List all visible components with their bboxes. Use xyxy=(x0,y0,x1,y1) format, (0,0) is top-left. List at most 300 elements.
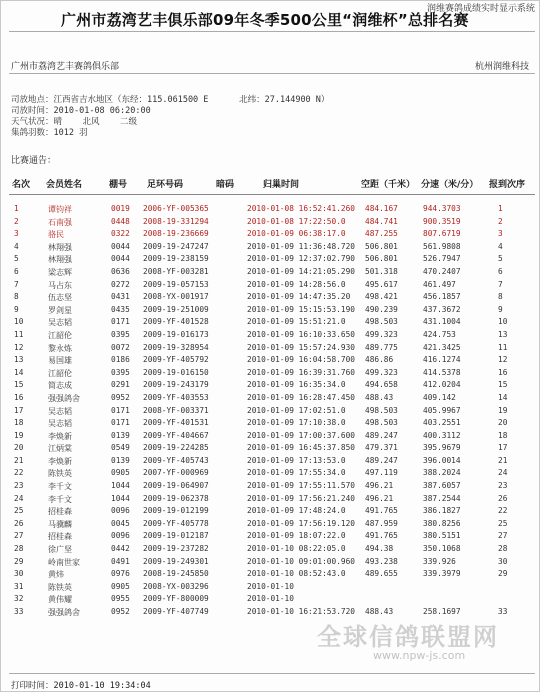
cell-speed: 561.9808 xyxy=(423,241,461,251)
cell-rank: 12 xyxy=(14,342,24,352)
cell-name: 招桂森 xyxy=(48,507,72,517)
cell-ring: 2009-YF-407749 xyxy=(143,607,209,616)
table-row xyxy=(1,443,540,456)
cell-ring: 2008-19-236669 xyxy=(143,229,209,239)
cell-time: 2010-01-09 17:55:11.570 xyxy=(247,481,355,491)
cell-ring: 2009-19-016173 xyxy=(143,329,209,339)
table-row xyxy=(1,217,540,230)
club-name: 广州市荔湾艺丰赛鸽俱乐部 xyxy=(11,62,120,72)
cell-dist: 486.86 xyxy=(365,355,394,365)
cell-shed: 0096 xyxy=(111,506,130,516)
table-row xyxy=(1,582,540,595)
cell-time: 2010-01-09 17:55:34.0 xyxy=(247,468,346,478)
cell-time: 2010-01-09 17:10:38.0 xyxy=(247,418,346,428)
cell-order: 23 xyxy=(498,481,508,491)
cell-dist: 484.741 xyxy=(365,216,398,226)
cell-order: 21 xyxy=(498,455,508,465)
cell-order: 13 xyxy=(498,329,508,339)
cell-rank: 20 xyxy=(14,443,24,453)
divider xyxy=(9,31,535,32)
cell-speed: 403.2551 xyxy=(423,418,461,428)
cell-shed: 0322 xyxy=(111,229,130,239)
cell-rank: 17 xyxy=(14,405,24,415)
cell-name: 易国雄 xyxy=(48,356,72,366)
cell-speed: 350.1068 xyxy=(423,544,461,554)
cell-ring: 2009-YF-405743 xyxy=(143,455,209,465)
cell-speed: 944.3703 xyxy=(423,204,461,213)
cell-dist: 494.658 xyxy=(365,380,398,390)
table-header xyxy=(1,177,540,191)
divider xyxy=(9,194,535,195)
cell-rank: 1 xyxy=(14,204,19,213)
cell-dist: 488.43 xyxy=(365,607,394,616)
cell-ring: 2009-19-016150 xyxy=(143,367,209,377)
col-speed: 分速（米/分） xyxy=(421,180,479,190)
cell-time: 2010-01-09 16:10:33.650 xyxy=(247,329,355,339)
cell-name: 简志成 xyxy=(48,381,72,391)
cell-rank: 23 xyxy=(14,481,24,491)
cell-rank: 7 xyxy=(14,279,19,289)
cell-time: 2010-01-10 xyxy=(247,581,294,591)
cell-time: 2010-01-10 08:22:05.0 xyxy=(247,544,346,554)
cell-time: 2010-01-09 14:28:56.0 xyxy=(247,279,346,289)
cell-order: 3 xyxy=(498,229,503,239)
cell-dist: 491.765 xyxy=(365,531,398,541)
table-row xyxy=(1,431,540,444)
cell-dist: 489.775 xyxy=(365,342,398,352)
cell-speed: 414.5378 xyxy=(423,367,461,377)
cell-name: 陈铁英 xyxy=(48,469,72,479)
cell-ring: 2009-19-224285 xyxy=(143,443,209,453)
cell-rank: 8 xyxy=(14,292,19,302)
cell-rank: 25 xyxy=(14,506,24,516)
cell-ring: 2009-YF-405792 xyxy=(143,355,209,365)
cell-name: 谭钧祥 xyxy=(48,205,72,214)
results-table xyxy=(1,204,540,620)
cell-rank: 13 xyxy=(14,355,24,365)
cell-speed: 380.8256 xyxy=(423,518,461,528)
cell-rank: 29 xyxy=(14,556,24,566)
table-row xyxy=(1,343,540,356)
bird-count: 集鸽羽数：1012 羽 xyxy=(11,128,88,138)
cell-time: 2010-01-09 14:21:05.290 xyxy=(247,266,355,276)
cell-time: 2010-01-09 14:47:35.20 xyxy=(247,292,351,302)
release-time: 司放时间：2010-01-08 06:20:00 xyxy=(11,106,151,116)
cell-time: 2010-01-08 16:52:41.260 xyxy=(247,204,355,213)
cell-dist: 495.617 xyxy=(365,279,398,289)
cell-name: 骆民 xyxy=(48,230,64,240)
table-row xyxy=(1,494,540,507)
cell-rank: 18 xyxy=(14,418,24,428)
cell-ring: 2009-YF-404667 xyxy=(143,430,209,440)
cell-name: 江炳棠 xyxy=(48,444,72,454)
col-shed: 棚号 xyxy=(109,180,128,190)
cell-name: 石南强 xyxy=(48,217,72,227)
cell-rank: 4 xyxy=(14,241,19,251)
cell-shed: 0905 xyxy=(111,581,130,591)
cell-shed: 0395 xyxy=(111,367,130,377)
cell-shed: 0952 xyxy=(111,607,130,616)
cell-name: 强强鸽舍 xyxy=(48,608,80,617)
table-row xyxy=(1,468,540,481)
cell-dist: 497.119 xyxy=(365,468,398,478)
cell-ring: 2008-19-331294 xyxy=(143,216,209,226)
table-row xyxy=(1,267,540,280)
cell-time: 2010-01-08 17:22:50.0 xyxy=(247,216,346,226)
col-order: 报到次序 xyxy=(489,180,526,190)
cell-speed: 386.1827 xyxy=(423,506,461,516)
table-row xyxy=(1,418,540,431)
cell-name: 李千文 xyxy=(48,494,72,504)
cell-order: 22 xyxy=(498,506,508,516)
cell-shed: 0186 xyxy=(111,355,130,365)
cell-time: 2010-01-09 12:37:02.790 xyxy=(247,254,355,264)
cell-rank: 15 xyxy=(14,380,24,390)
cell-ring: 2009-YF-401528 xyxy=(143,317,209,327)
cell-time: 2010-01-10 16:21:53.720 xyxy=(247,607,355,616)
cell-shed: 0435 xyxy=(111,304,130,314)
cell-dist: 498.503 xyxy=(365,418,398,428)
cell-dist: 489.655 xyxy=(365,569,398,579)
cell-shed: 0952 xyxy=(111,392,130,402)
cell-dist: 491.765 xyxy=(365,506,398,516)
cell-speed: 412.0204 xyxy=(423,380,461,390)
cell-speed: 421.3425 xyxy=(423,342,461,352)
system-name: 润维赛鸽成绩实时显示系统 xyxy=(426,4,535,14)
cell-dist: 506.801 xyxy=(365,254,398,264)
cell-dist: 487.255 xyxy=(365,229,398,239)
cell-time: 2010-01-09 17:56:21.240 xyxy=(247,493,355,503)
cell-ring: 2006-YF-005365 xyxy=(143,204,209,213)
table-row xyxy=(1,506,540,519)
cell-ring: 2009-19-247247 xyxy=(143,241,209,251)
cell-order: 26 xyxy=(498,493,508,503)
table-row xyxy=(1,519,540,532)
cell-speed: 339.926 xyxy=(423,556,456,566)
cell-shed: 0045 xyxy=(111,518,130,528)
cell-speed: 339.3979 xyxy=(423,569,461,579)
print-time: 打印时间：2010-01-10 19:34:04 xyxy=(11,681,151,691)
cell-rank: 22 xyxy=(14,468,24,478)
cell-rank: 33 xyxy=(14,607,24,616)
cell-dist: 496.21 xyxy=(365,493,394,503)
cell-time: 2010-01-09 18:07:22.0 xyxy=(247,531,346,541)
cell-shed: 0096 xyxy=(111,531,130,541)
cell-order: 2 xyxy=(498,216,503,226)
cell-order: 1 xyxy=(498,204,503,213)
cell-rank: 32 xyxy=(14,594,24,604)
cell-order: 18 xyxy=(498,430,508,440)
cell-order: 4 xyxy=(498,241,503,251)
cell-ring: 2009-19-249301 xyxy=(143,556,209,566)
cell-ring: 2009-19-012187 xyxy=(143,531,209,541)
cell-name: 吴志韬 xyxy=(48,406,72,416)
cell-rank: 21 xyxy=(14,455,24,465)
cell-ring: 2009-YF-800009 xyxy=(143,594,209,604)
cell-order: 14 xyxy=(498,392,508,402)
cell-speed: 470.2407 xyxy=(423,266,461,276)
cell-order: 8 xyxy=(498,292,503,302)
cell-speed: 424.753 xyxy=(423,329,456,339)
cell-name: 吴志韬 xyxy=(48,419,72,429)
table-row xyxy=(1,254,540,267)
cell-name: 招桂森 xyxy=(48,532,72,542)
cell-dist: 488.43 xyxy=(365,392,394,402)
cell-rank: 10 xyxy=(14,317,24,327)
cell-ring: 2008-YX-001917 xyxy=(143,292,209,302)
cell-dist: 496.21 xyxy=(365,481,394,491)
table-row xyxy=(1,355,540,368)
cell-order: 9 xyxy=(498,304,503,314)
cell-order: 6 xyxy=(498,266,503,276)
table-row xyxy=(1,531,540,544)
table-row xyxy=(1,292,540,305)
col-dist: 空距（千米） xyxy=(361,180,416,190)
cell-ring: 2009-19-012199 xyxy=(143,506,209,516)
cell-dist: 484.167 xyxy=(365,204,398,213)
cell-time: 2010-01-09 16:04:58.700 xyxy=(247,355,355,365)
cell-speed: 400.3112 xyxy=(423,430,461,440)
weather: 天气状况：晴 北风 二级 xyxy=(11,117,137,127)
cell-rank: 28 xyxy=(14,544,24,554)
cell-dist: 498.421 xyxy=(365,292,398,302)
cell-shed: 1044 xyxy=(111,493,130,503)
cell-order: 10 xyxy=(498,317,508,327)
cell-time: 2010-01-09 15:51:21.0 xyxy=(247,317,346,327)
cell-ring: 2009-YF-405778 xyxy=(143,518,209,528)
cell-order: 24 xyxy=(498,468,508,478)
cell-time: 2010-01-09 17:48:24.0 xyxy=(247,506,346,516)
cell-ring: 2009-YF-403553 xyxy=(143,392,209,402)
cell-dist: 494.38 xyxy=(365,544,394,554)
cell-order: 16 xyxy=(498,367,508,377)
tech-provider: 杭州润维科技 xyxy=(474,62,529,72)
cell-ring: 2009-19-062378 xyxy=(143,493,209,503)
cell-dist: 487.959 xyxy=(365,518,398,528)
cell-time: 2010-01-09 16:39:31.760 xyxy=(247,367,355,377)
watermark-text: 全球信鸽联盟网 xyxy=(317,623,499,651)
cell-shed: 0431 xyxy=(111,292,130,302)
cell-speed: 405.9967 xyxy=(423,405,461,415)
cell-ring: 2007-YF-000969 xyxy=(143,468,209,478)
cell-speed: 258.1697 xyxy=(423,607,461,616)
cell-name: 马骥麟 xyxy=(48,519,72,529)
cell-shed: 0448 xyxy=(111,216,130,226)
cell-name: 江韶伦 xyxy=(48,330,72,340)
cell-time: 2010-01-09 11:36:48.720 xyxy=(247,241,355,251)
cell-ring: 2008-YF-003371 xyxy=(143,405,209,415)
cell-rank: 9 xyxy=(14,304,19,314)
cell-speed: 387.2544 xyxy=(423,493,461,503)
cell-ring: 2009-19-237282 xyxy=(143,544,209,554)
table-row xyxy=(1,393,540,406)
cell-speed: 409.142 xyxy=(423,392,456,402)
cell-shed: 0955 xyxy=(111,594,130,604)
cell-name: 李千文 xyxy=(48,482,72,492)
cell-ring: 2009-19-064907 xyxy=(143,481,209,491)
cell-order: 15 xyxy=(498,380,508,390)
col-name: 会员姓名 xyxy=(46,180,83,190)
cell-dist: 479.371 xyxy=(365,443,398,453)
race-notice: 比赛通告： xyxy=(11,156,57,166)
cell-time: 2010-01-09 17:00:37.600 xyxy=(247,430,355,440)
cell-order: 30 xyxy=(498,556,508,566)
cell-rank: 27 xyxy=(14,531,24,541)
table-row xyxy=(1,380,540,393)
cell-ring: 2009-19-328954 xyxy=(143,342,209,352)
table-row xyxy=(1,557,540,570)
cell-dist: 498.503 xyxy=(365,317,398,327)
table-row xyxy=(1,406,540,419)
cell-order: 17 xyxy=(498,443,508,453)
cell-time: 2010-01-09 15:15:53.190 xyxy=(247,304,355,314)
watermark-url: www.npw-js.com xyxy=(373,649,466,662)
cell-dist: 489.247 xyxy=(365,430,398,440)
cell-time: 2010-01-09 17:13:53.0 xyxy=(247,455,346,465)
cell-rank: 2 xyxy=(14,216,19,226)
cell-order: 20 xyxy=(498,418,508,428)
table-row xyxy=(1,368,540,381)
col-code: 暗码 xyxy=(216,180,235,190)
table-row xyxy=(1,204,540,217)
cell-ring: 2008-YF-003281 xyxy=(143,266,209,276)
cell-ring: 2009-YF-401531 xyxy=(143,418,209,428)
col-time: 归巢时间 xyxy=(263,180,300,190)
cell-name: 伍志坚 xyxy=(48,293,72,303)
divider xyxy=(9,73,535,74)
cell-dist: 499.323 xyxy=(365,367,398,377)
cell-order: 33 xyxy=(498,607,508,616)
cell-rank: 26 xyxy=(14,518,24,528)
cell-order: 25 xyxy=(498,518,508,528)
cell-speed: 461.497 xyxy=(423,279,456,289)
table-row xyxy=(1,569,540,582)
table-row xyxy=(1,317,540,330)
cell-speed: 900.3519 xyxy=(423,216,461,226)
cell-rank: 11 xyxy=(14,329,24,339)
table-row xyxy=(1,330,540,343)
cell-shed: 0171 xyxy=(111,405,130,415)
cell-ring: 2008-19-245850 xyxy=(143,569,209,579)
cell-speed: 807.6719 xyxy=(423,229,461,239)
cell-dist: 501.318 xyxy=(365,266,398,276)
cell-shed: 0491 xyxy=(111,556,130,566)
cell-name: 黄伟耀 xyxy=(48,595,72,605)
cell-order: 19 xyxy=(498,405,508,415)
table-row xyxy=(1,544,540,557)
cell-speed: 396.0014 xyxy=(423,455,461,465)
cell-name: 吴志韬 xyxy=(48,318,72,328)
cell-order: 27 xyxy=(498,531,508,541)
cell-dist: 499.323 xyxy=(365,329,398,339)
table-row xyxy=(1,305,540,318)
cell-name: 林翔强 xyxy=(48,242,72,252)
cell-ring: 2009-19-243179 xyxy=(143,380,209,390)
cell-shed: 0019 xyxy=(111,204,130,213)
release-place: 司放地点：江西省吉水地区（东经：115.061500 E 北纬：27.144900 N） xyxy=(11,95,330,105)
table-row xyxy=(1,481,540,494)
cell-name: 李焕新 xyxy=(48,456,72,466)
cell-time: 2010-01-09 17:56:19.120 xyxy=(247,518,355,528)
cell-shed: 1044 xyxy=(111,481,130,491)
cell-shed: 0139 xyxy=(111,430,130,440)
cell-rank: 30 xyxy=(14,569,24,579)
table-row xyxy=(1,594,540,607)
cell-rank: 16 xyxy=(14,392,24,402)
cell-rank: 31 xyxy=(14,581,24,591)
cell-order: 29 xyxy=(498,569,508,579)
cell-speed: 416.1274 xyxy=(423,355,461,365)
cell-name: 黄炜 xyxy=(48,570,64,580)
cell-ring: 2008-YX-003296 xyxy=(143,581,209,591)
cell-rank: 6 xyxy=(14,266,19,276)
cell-shed: 0139 xyxy=(111,455,130,465)
cell-shed: 0442 xyxy=(111,544,130,554)
divider xyxy=(9,673,535,674)
cell-speed: 526.7947 xyxy=(423,254,461,264)
cell-time: 2010-01-09 16:28:47.450 xyxy=(247,392,355,402)
cell-rank: 5 xyxy=(14,254,19,264)
cell-shed: 0395 xyxy=(111,329,130,339)
cell-shed: 0636 xyxy=(111,266,130,276)
cell-order: 7 xyxy=(498,279,503,289)
table-row xyxy=(1,456,540,469)
cell-dist: 489.247 xyxy=(365,455,398,465)
cell-name: 罗剑星 xyxy=(48,305,72,315)
cell-name: 李焕新 xyxy=(48,431,72,441)
cell-shed: 0291 xyxy=(111,380,130,390)
cell-name: 梁志辉 xyxy=(48,267,72,277)
cell-name: 林翔强 xyxy=(48,255,72,265)
cell-shed: 0976 xyxy=(111,569,130,579)
cell-name: 陈铁英 xyxy=(48,582,72,592)
cell-dist: 498.503 xyxy=(365,405,398,415)
cell-speed: 395.9679 xyxy=(423,443,461,453)
cell-order: 11 xyxy=(498,342,508,352)
cell-time: 2010-01-09 17:02:51.0 xyxy=(247,405,346,415)
cell-time: 2010-01-10 09:01:00.960 xyxy=(247,556,355,566)
cell-speed: 431.1004 xyxy=(423,317,461,327)
cell-name: 徐广坚 xyxy=(48,545,72,555)
cell-dist: 490.239 xyxy=(365,304,398,314)
col-rank: 名次 xyxy=(12,180,31,190)
cell-time: 2010-01-09 06:38:17.0 xyxy=(247,229,346,239)
cell-speed: 380.5151 xyxy=(423,531,461,541)
cell-shed: 0272 xyxy=(111,279,130,289)
cell-speed: 456.1857 xyxy=(423,292,461,302)
cell-name: 马占东 xyxy=(48,280,72,290)
cell-order: 28 xyxy=(498,544,508,554)
col-ring: 足环号码 xyxy=(147,180,184,190)
cell-rank: 19 xyxy=(14,430,24,440)
cell-shed: 0171 xyxy=(111,317,130,327)
cell-time: 2010-01-10 08:52:43.0 xyxy=(247,569,346,579)
cell-time: 2010-01-09 15:57:24.930 xyxy=(247,342,355,352)
cell-time: 2010-01-10 xyxy=(247,594,294,604)
cell-shed: 0905 xyxy=(111,468,130,478)
cell-dist: 493.238 xyxy=(365,556,398,566)
cell-rank: 3 xyxy=(14,229,19,239)
cell-shed: 0072 xyxy=(111,342,130,352)
cell-ring: 2009-19-238159 xyxy=(143,254,209,264)
cell-shed: 0549 xyxy=(111,443,130,453)
cell-ring: 2009-19-057153 xyxy=(143,279,209,289)
cell-speed: 437.3672 xyxy=(423,304,461,314)
cell-name: 岭南世家 xyxy=(48,557,80,567)
cell-shed: 0171 xyxy=(111,418,130,428)
cell-name: 强强鸽舍 xyxy=(48,393,80,403)
cell-order: 5 xyxy=(498,254,503,264)
